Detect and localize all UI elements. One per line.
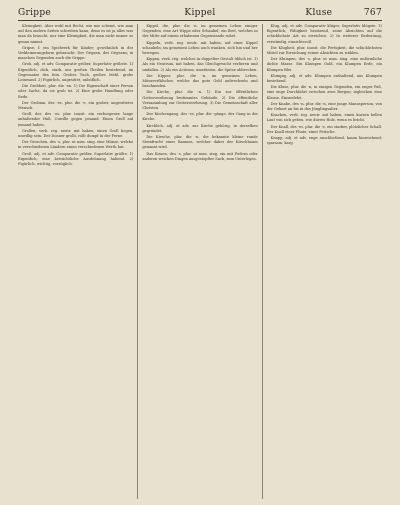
dictionary-entry: Die Kirsche, plur. die -n, die bekannte kleine runde Steinfrucht eines Baumes, welcher daher der Kirschbaum genannt wird. xyxy=(142,135,258,150)
dictionary-entry: Der Kirchengang, des -es, plur. die -gänge, der Gang in die Kirche. xyxy=(142,112,258,122)
dictionary-entry: Der Klumpen, des -s, plur. ut nom. sing. eine unförmliche dichte Masse. Ein Klumpen Gold, ein Klumpen Erde, ein Klumpen Blei. xyxy=(266,57,382,72)
column-divider xyxy=(262,24,263,499)
header-right-group xyxy=(305,8,382,18)
column-divider xyxy=(137,24,138,499)
dictionary-entry: Knapp, adj. et adv. enge anschließend, kaum hinreichend; sparsam, karg. xyxy=(266,136,382,146)
page-number: 767 xyxy=(363,8,382,18)
dictionary-entry: Kippeln, verb. reg. neutr. mit haben, auf einer Kippel schaukeln; im gemeinen Leben auch wanken, sich hin und her bewegen. xyxy=(142,40,258,56)
dictionary-entry: Der Knabe, des -n, plur. die -n, eine junge Mannsperson, von der Geburt an bis in das Jünglingsalter. xyxy=(266,101,382,112)
dictionary-entry: Die Kirche, plur. die -n. 1) Ein zur öffentlichen Gottesverehrung bestimmtes Gebäude. 2) Die öffentliche Versammlung zur Gottesverehrung. 3) Die Gemeinschaft aller Christen. xyxy=(142,90,258,111)
dictionary-entry: Grob, adj. et adv. Comparativ gröber, Superlativ gröbste. 1) Eigentlich, dick, stark, aus großen Theilen bestehend, im Gegensatze des fein. Grobes Tuch, grobes Mehl, grobe Leinwand. 2) Figürlich, ungesittet, unhöflich. xyxy=(18,62,134,83)
dictionary-entry: Kippen, verb. reg. welches in doppelter Gestalt üblich ist. 1) Als ein Neutrum, mit haben, das Gleichgewicht verlieren und umfallen. 2) Als ein Activum, umstürzen, die Spitze abbrechen. xyxy=(142,57,258,72)
dictionary-entry: Die Klugheit, plur. inusit. die Fertigkeit, die schicklichsten Mittel zur Erreichung seiner Absichten zu wählen. xyxy=(266,45,382,56)
dictionary-entry: Kirchlich, adj. et adv. zur Kirche gehörig, in derselben gegründet. xyxy=(142,123,258,133)
dictionary-entry: Klug, adj. et adv. Comparativ klüger, Superlativ klügste. 1) Eigentlich, Fähigkeit besitzend, seine Absichten auf die schicklichste Art zu erreichen. 2) In weiterer Bedeutung, verständig, einsichtsvoll. xyxy=(266,24,382,44)
dictionary-entry: Groll, der, des -es, plur. inusit. ein verborgener, lange anhaltender Haß, Unwille gegen jemand. Einen Groll auf jemand haben. xyxy=(18,112,134,127)
dictionary-entry: Gripse, f. ein Spielwerk für Kinder; gewöhnlich in der Verkleinerungsform gebraucht. Der Gripsen, des Gripsens; in manchen Gegenden auch die Grippe. xyxy=(18,45,134,61)
dictionary-entry: Kleinigkeit. Aber wohl mit Recht, wie mir scheint, wie man auf den andern Seiten schreiben kann; denn es ist ja alles was man da braucht, nur eine Kleinigkeit, die man nicht immer so genau nimmt. xyxy=(18,24,134,44)
column-left xyxy=(18,24,133,499)
dictionary-entry: Groß, adj. et adv. Comparativ größer, Superlativ größte. 1) Eigentlich, eine beträchtliche Ausdehnung habend. 2) Figürlich, wichtig, vorzüglich. xyxy=(18,151,134,167)
dictionary-entry: Der Grobian, des -es, plur. die -e, ein grober, ungesitteter Mensch. xyxy=(18,100,134,111)
dictionary-entry: Der Groschen, des -s, plur. ut nom. sing. eine Münze, welche in verschiedenen Ländern einen verschiedenen Werth hat. xyxy=(18,140,134,150)
dictionary-entry: Die Kluse, plur. die -n, in einigen Gegenden, ein enger Paß, eine enge Durchfahrt zwischen zwei Bergen; ingleichen eine Klause, Einsiedelei. xyxy=(266,85,382,100)
header-center-word: Kippel xyxy=(184,8,216,18)
dictionary-entry: Klumpig, adj. et adv. Klumpen enthaltend, aus Klumpen bestehend. xyxy=(266,73,382,84)
header-left-word: Grippe xyxy=(18,8,52,18)
header-right-word: Kluse xyxy=(305,8,333,18)
text-columns xyxy=(18,24,382,499)
dictionary-entry: Die Grobheit, plur. die -en. 1) Die Eigenschaft einer Person oder Sache, da sie grob ist. 2) Eine grobe Handlung oder Rede. xyxy=(18,84,134,99)
header-rule xyxy=(18,20,382,21)
dictionary-entry: Grollen, verb. reg. neutr. mit haben, einen Groll hegen, unwillig sein. Der Donner grollt, rollt dumpf in der Ferne. xyxy=(18,128,134,139)
column-middle xyxy=(142,24,257,499)
dictionary-entry: Die Kipper, plur. die -n, im gemeinen Leben, Münzverfälscher, welche das gute Geld aufwechseln und beschneiden. xyxy=(142,73,258,89)
running-header xyxy=(18,6,382,20)
dictionary-entry: Das Kissen, des -s, plur. ut nom. sing. ein mit Federn oder anderen weichen Dingen ausgestopfter Sack, zum Unterlegen. xyxy=(142,151,258,161)
dictionary-entry: Knacken, verb. reg. neutr. mit haben, einen kurzen hellen Laut von sich geben, wie dürres Holz, wenn es bricht. xyxy=(266,113,382,123)
column-right xyxy=(267,24,382,499)
dictionary-entry: Kippel, die, plur. die -n, im gemeinen Leben einiger Gegenden, eine Art Wippe oder Schaukel; ein Bret, welches in der Mitte auf einem erhabenen Gegenstande ruhet. xyxy=(142,24,258,39)
dictionary-entry: Der Knall, des -es, plur. die -e, ein starker, plötzlicher Schall. Der Knall einer Flinte, einer Peitsche. xyxy=(266,124,382,134)
